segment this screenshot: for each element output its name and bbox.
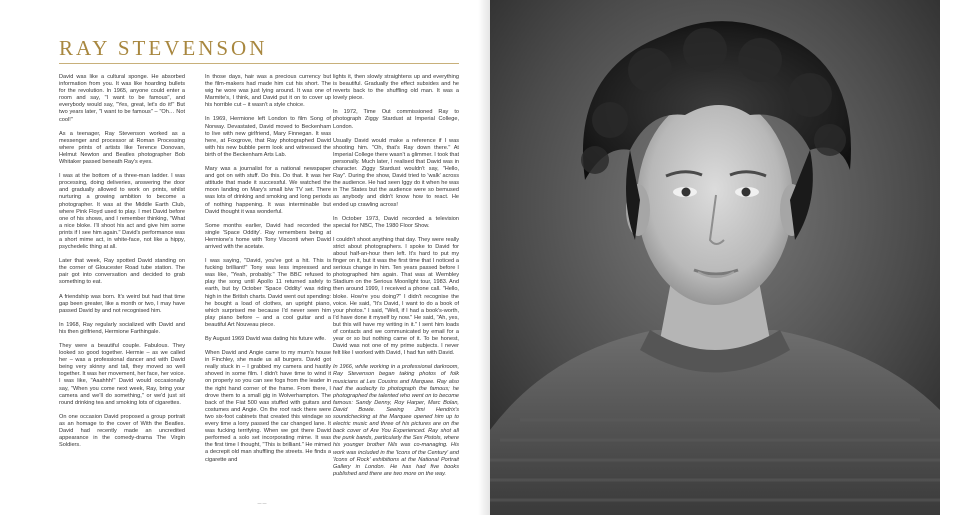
text-column-2 — [205, 74, 331, 494]
paragraph: In those days, hair was a precious currency but the film-makers had made him cut his short. The wig he wore was just lying around. It was one of Marmite's, I think, and David put it on to cover up his horrible cut – it wasn't a style choice. — [205, 74, 331, 109]
paragraph: In 1972, Time Out commissioned Ray to photograph Ziggy Stardust at Imperial College, London. — [333, 109, 459, 130]
paragraph: A friendship was born. It's weird but had that time gap been greater, like a month or two, I may have passed David by and not recognised him. — [59, 293, 185, 314]
text-column-3 — [333, 74, 459, 494]
paragraph: I couldn't shoot anything that day. They were really strict about photographers. I spoke to David for about half-an-hour then left. It's hard to put my finger on it, but it was the first time that I noticed a serious change in him. Ten years passed before I photographed him again. That was at Wembley Stadium on the Serious Moonlight tour, 1983. And then around 1999, I received a phone call. "Hello, bloke. How're you doing?" I didn't recognise the voice. He said, "It's David, I want to do a book of your photos." I said, "Well, if I had a book's-worth, I'd have done it myself by now." He said, "Ah, yes, but this will have my writing in it." I sent him loads of contacts and we communicated by email for a year or so but nothing came of it. To be honest, David was not one of my prime subjects. I never felt like I worked with David, I had fun with David. — [333, 236, 459, 357]
paragraph: I was at the bottom of a three-man ladder. I was processing, doing deliveries, answering the door and gradually allowed to work on prints, whilst nurturing a growing ambition to become a photographer. It was at the Middle Earth Club, where Pink Floyd used to play. I met David before one of his shows, and I remember thinking, "What a nice bloke. I'll shoot his act and give him some prints if I see him again." David's performance was a short mime act, in white-face, not like a hippy, psychedelic thing at all. — [59, 173, 185, 251]
chapter-heading: RAY STEVENSON — [59, 36, 268, 60]
paragraph: When David and Angie came to my mum's house in Finchley, she made us all burgers. David got really stuck in – I grabbed my camera and hastily shoved in some film. I didn't have time to wind it on properly so you can see fogs from the leader in the right hand corner of the frame. From there, I drove them to a small gig in Wolverhampton. The back of the Fiat 500 was stuffed with guitars and costumes and Angie. On the roof rack there were two six-foot cabinets that created this windage so every time a lorry passed the car changed lane. It was fucking terrifying. When we got there David performed a solo set incorporating mime. It was the first time I thought, "This is brilliant." He mimed a decrepit old man shuffling the streets. He finds a cigarette and — [205, 350, 331, 463]
paragraph: Later that week, Ray spotted David standing on the corner of Gloucester Road tube station. The pair got into conversation and decided to grab something to eat. — [59, 258, 185, 286]
paragraph: In October 1973, David recorded a television special for NBC, The 1980 Floor Show. — [333, 215, 459, 229]
paragraph: Some months earlier, David had recorded the single 'Space Oddity'. Ray remembers being at Hermione's home with Tony Visconti when David arrived with the acetate. — [205, 222, 331, 250]
paragraph: They were a beautiful couple. Fabulous. They looked so good together. Hermie – as we called her – was a professional dancer and with David being very skinny and tall, they moved so well together. It was her movement, her face, her voice. I was like, "Aaahhh!" David would occasionally say, "When you come next week, Ray, bring your camera and we'll do something," or we'd just sit round drinking tea and smoking lots of cigarettes. — [59, 343, 185, 406]
portrait-photo — [490, 0, 940, 515]
text-column-1 — [59, 74, 185, 494]
paragraph: In 1969, Hermione left London to film Song of Norway. Devastated, David moved to Beckenham to live with new girlfriend, Mary Finnegan. It was here, at Foxgrove, that Ray photographed David with his new bubble perm look and witnessed the birth of the Beckenham Arts Lab. — [205, 116, 331, 158]
page-number: — — — [257, 500, 267, 505]
gutter-shadow — [478, 0, 490, 515]
paragraph: I was saying, "David, you've got a hit. This is fucking brilliant!" Tony was less impressed and was like, "Yeah, probably." The BBC refused to play the song until Apollo 11 returned safely to earth, but by October 'Space Oddity' was riding high in the British charts. David went out spending: he bought a load of clothes, an upright piano, which surprised me because I'd never seen him play piano before – and a cool guitar and a beautiful Art Nouveau piece. — [205, 258, 331, 328]
heading-rule — [59, 63, 459, 64]
paragraph: In 1968, Ray regularly socialized with David and his then girlfriend, Hermione Farthingale. — [59, 321, 185, 335]
paragraph: By August 1969 David was dating his future wife. — [205, 336, 326, 342]
paragraph: On one occasion David proposed a group portrait as an homage to the cover of With the Beatles. David had recently made an uncredited appearance in the comedy-drama The Virgin Soldiers. — [59, 413, 185, 449]
paragraph: As a teenager, Ray Stevenson worked as a messenger and processor at Roman Processing where prints of artists like Terence Donovan, Helmut Newton and Beatles photographer Bob Whitaker passed beneath Ray's eyes. — [59, 130, 185, 166]
paragraph: Usually David would make a reference if I was shooting him. "Oh, that's Ray down there." At Imperial College there wasn't a glimmer. I took that personally. Much later, I realised that David was in character. Ziggy Stardust wouldn't say, "Hello, Ray". During the show, David tried to 'walk' across the audience. He had seen Iggy do it when he was in The States but the audience were so bemused as anybody and didn't know how to react. He ended up crawling across! — [333, 137, 459, 208]
paragraph: lights it, then slowly straightens up and everything is beautiful. Gradually the effect subsides and he reverts back to the shuffling old man. It was a lovely piece. — [333, 74, 459, 102]
paragraph: David was like a cultural sponge. He absorbed information from you. It was like hoarding bullets for the revolution. In 1965, anyone could enter a room and say, "I want to be famous", and everybody would say, "Yes, great, let's do it!" But two years later, "I want to be famous" – "Oh… Not cool!" — [59, 74, 185, 123]
caption-paragraph: In 1966, while working in a professional darkroom, Ray Stevenson began taking photos of folk musicians at Les Cousins and Marquee. Ray also had the audacity to photograph the famous; he photographed the talented who went on to become famous: Sandy Denny, Roy Harper, Marc Bolan, David Bowie. Seeing Jimi Hendrix's soundchecking at the Marquee opened him up to electric music and three of his pictures are on the back cover of Are You Experienced. Ray shot all the punk bands, particularly the Sex Pistols, where his younger brother Nils was co-managing. His work was included in the 'Icons of the Century' and 'Icons of Rock' exhibitions at the National Portrait Gallery in London. He has had five books published and there are two more on the way. — [333, 364, 459, 477]
paragraph: Mary was a journalist for a national newspaper and got on with stuff. Do this. Do that. It was her attitude that made it successful. We watched the moon landing on Mary's small b/w TV set. There was lots of drinking and smoking and long periods of nothing happening. It was interminable but David thought it was wonderful. — [205, 166, 331, 215]
